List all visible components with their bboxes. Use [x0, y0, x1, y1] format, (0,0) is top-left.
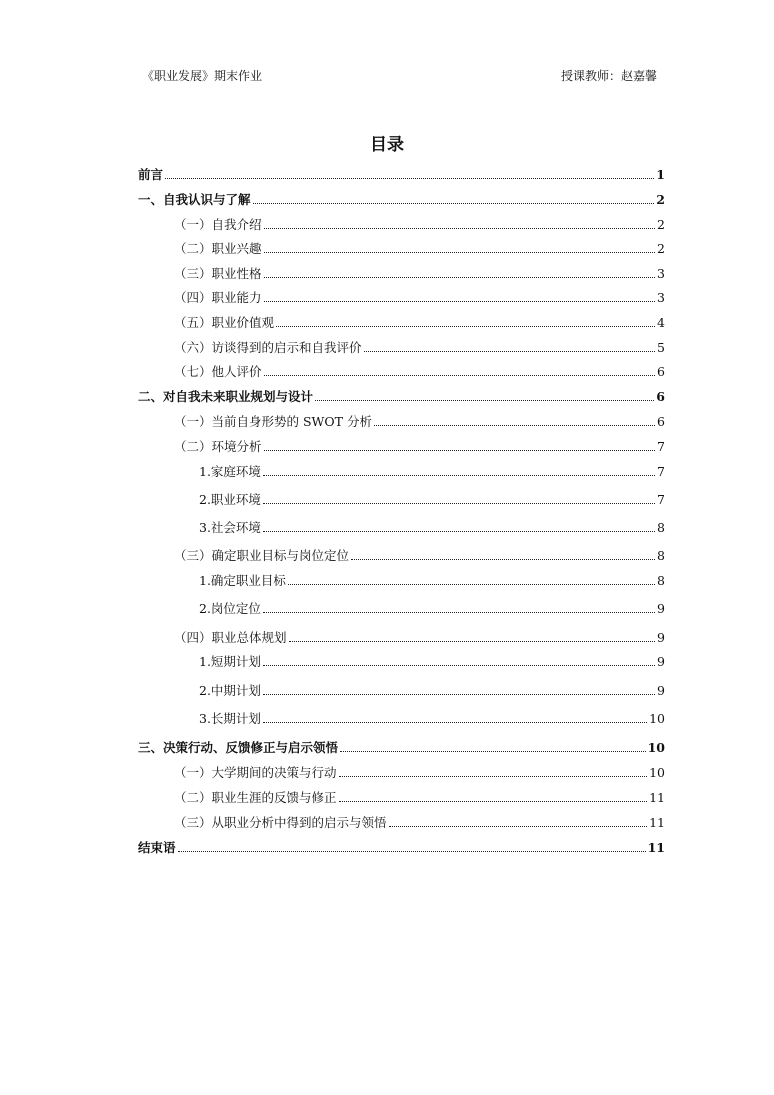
toc-entry-label: （一）当前自身形势的 SWOT 分析 [174, 414, 372, 429]
toc-entry-label: 前言 [138, 167, 164, 182]
toc-entry[interactable] [199, 518, 665, 536]
toc-entry-page-number: 9 [657, 654, 665, 669]
toc-entry-page-number: 11 [649, 815, 665, 830]
toc-leader-dots [253, 203, 655, 204]
toc-entry-page-number: 8 [657, 548, 665, 563]
toc-entry-label: （一）自我介绍 [174, 217, 262, 232]
toc-entry-label: 2.中期计划 [199, 683, 261, 698]
toc-leader-dots [263, 665, 655, 666]
toc-entry-label: （二）环境分析 [174, 439, 262, 454]
toc-entry[interactable] [199, 599, 665, 617]
toc-leader-dots [264, 277, 656, 278]
toc-entry-page-number: 3 [657, 266, 665, 281]
toc-leader-dots [263, 612, 655, 613]
toc-entry[interactable] [199, 709, 665, 727]
toc-leader-dots [288, 584, 655, 585]
toc-entry-page-number: 10 [649, 711, 665, 726]
toc-entry-label: 一、自我认识与了解 [138, 192, 251, 207]
toc-entry-page-number: 6 [657, 364, 665, 379]
toc-entry[interactable] [138, 190, 665, 208]
toc-leader-dots [264, 228, 656, 229]
toc-leader-dots [263, 475, 655, 476]
toc-entry[interactable] [174, 628, 665, 646]
toc-entry[interactable] [199, 571, 665, 589]
toc-leader-dots [389, 826, 648, 827]
toc-leader-dots [264, 450, 656, 451]
toc-entry-label: （二）职业兴趣 [174, 241, 262, 256]
toc-entry[interactable] [174, 788, 665, 806]
toc-entry-label: 1.确定职业目标 [199, 573, 286, 588]
toc-entry-page-number: 5 [657, 340, 665, 355]
toc-entry-label: （五）职业价值观 [174, 315, 275, 330]
toc-entry-page-number: 4 [657, 315, 665, 330]
toc-entry[interactable] [174, 288, 665, 306]
toc-entry[interactable] [174, 313, 665, 331]
toc-entry-label: （四）职业总体规划 [174, 630, 287, 645]
toc-entry-page-number: 11 [647, 840, 665, 855]
toc-leader-dots [374, 425, 655, 426]
toc-entry[interactable] [138, 165, 665, 183]
toc-entry[interactable] [174, 546, 665, 564]
toc-leader-dots [340, 751, 646, 752]
toc-entry[interactable] [174, 813, 665, 831]
toc-leader-dots [263, 531, 655, 532]
toc-leader-dots [276, 326, 655, 327]
toc-entry-page-number: 2 [657, 241, 665, 256]
toc-entry[interactable] [174, 437, 665, 455]
header-document-title: 《职业发展》期末作业 [142, 69, 263, 83]
toc-entry-label: 3.社会环境 [199, 520, 261, 535]
toc-entry-label: 1.短期计划 [199, 654, 261, 669]
toc-entry-page-number: 2 [657, 217, 665, 232]
toc-entry-label: 2.岗位定位 [199, 601, 261, 616]
toc-entry-page-number: 6 [657, 414, 665, 429]
toc-entry-page-number: 7 [657, 492, 665, 507]
toc-entry-label: （一）大学期间的决策与行动 [174, 765, 337, 780]
toc-leader-dots [339, 776, 648, 777]
toc-entry-label: （二）职业生涯的反馈与修正 [174, 790, 337, 805]
toc-entry-page-number: 3 [657, 290, 665, 305]
toc-entry-label: （三）确定职业目标与岗位定位 [174, 548, 350, 563]
toc-entry[interactable] [174, 763, 665, 781]
toc-entry-label: 三、决策行动、反馈修正与启示领悟 [138, 740, 339, 755]
toc-entry-page-number: 10 [649, 765, 665, 780]
toc-leader-dots [263, 722, 647, 723]
toc-leader-dots [165, 178, 654, 179]
toc-entry[interactable] [174, 215, 665, 233]
toc-entry[interactable] [199, 652, 665, 670]
toc-leader-dots [351, 559, 655, 560]
toc-leader-dots [263, 694, 655, 695]
toc-entry[interactable] [199, 681, 665, 699]
toc-leader-dots [264, 301, 656, 302]
toc-entry[interactable] [174, 338, 665, 356]
toc-entry[interactable] [174, 264, 665, 282]
toc-entry-page-number: 11 [649, 790, 665, 805]
toc-entry[interactable] [199, 462, 665, 480]
toc-entry-page-number: 6 [656, 389, 665, 404]
toc-leader-dots [264, 375, 656, 376]
toc-entry-label: （七）他人评价 [174, 364, 262, 379]
toc-entry[interactable] [138, 387, 665, 405]
toc-entry-page-number: 10 [647, 740, 665, 755]
toc-entry-label: 1.家庭环境 [199, 464, 261, 479]
toc-entry-page-number: 9 [657, 683, 665, 698]
toc-leader-dots [264, 252, 656, 253]
toc-entry-label: （三）从职业分析中得到的启示与领悟 [174, 815, 387, 830]
toc-leader-dots [339, 801, 648, 802]
toc-entry-label: （四）职业能力 [174, 290, 262, 305]
toc-leader-dots [289, 641, 656, 642]
toc-entry-page-number: 8 [657, 520, 665, 535]
toc-leader-dots [364, 351, 656, 352]
toc-entry[interactable] [138, 738, 665, 756]
toc-entry[interactable] [199, 490, 665, 508]
toc-entry-label: （六）访谈得到的启示和自我评价 [174, 340, 362, 355]
toc-title: 目录 [370, 135, 404, 155]
toc-entry-page-number: 9 [657, 630, 665, 645]
toc-entry-label: 结束语 [138, 840, 176, 855]
toc-entry-page-number: 7 [657, 439, 665, 454]
toc-entry-label: 3.长期计划 [199, 711, 261, 726]
toc-entry[interactable] [138, 838, 665, 856]
toc-entry-page-number: 8 [657, 573, 665, 588]
toc-entry-page-number: 2 [656, 192, 665, 207]
toc-entry-page-number: 1 [656, 167, 665, 182]
toc-leader-dots [263, 503, 655, 504]
toc-leader-dots [178, 851, 646, 852]
toc-leader-dots [315, 400, 654, 401]
toc-entry-page-number: 9 [657, 601, 665, 616]
toc-entry[interactable] [174, 239, 665, 257]
toc-entry[interactable] [174, 362, 665, 380]
toc-entry-label: 2.职业环境 [199, 492, 261, 507]
header-instructor: 授课教师：赵嘉馨 [560, 69, 657, 83]
toc-entry-label: （三）职业性格 [174, 266, 262, 281]
toc-entry-label: 二、对自我未来职业规划与设计 [138, 389, 314, 404]
toc-entry-page-number: 7 [657, 464, 665, 479]
toc-entry[interactable] [174, 412, 665, 430]
